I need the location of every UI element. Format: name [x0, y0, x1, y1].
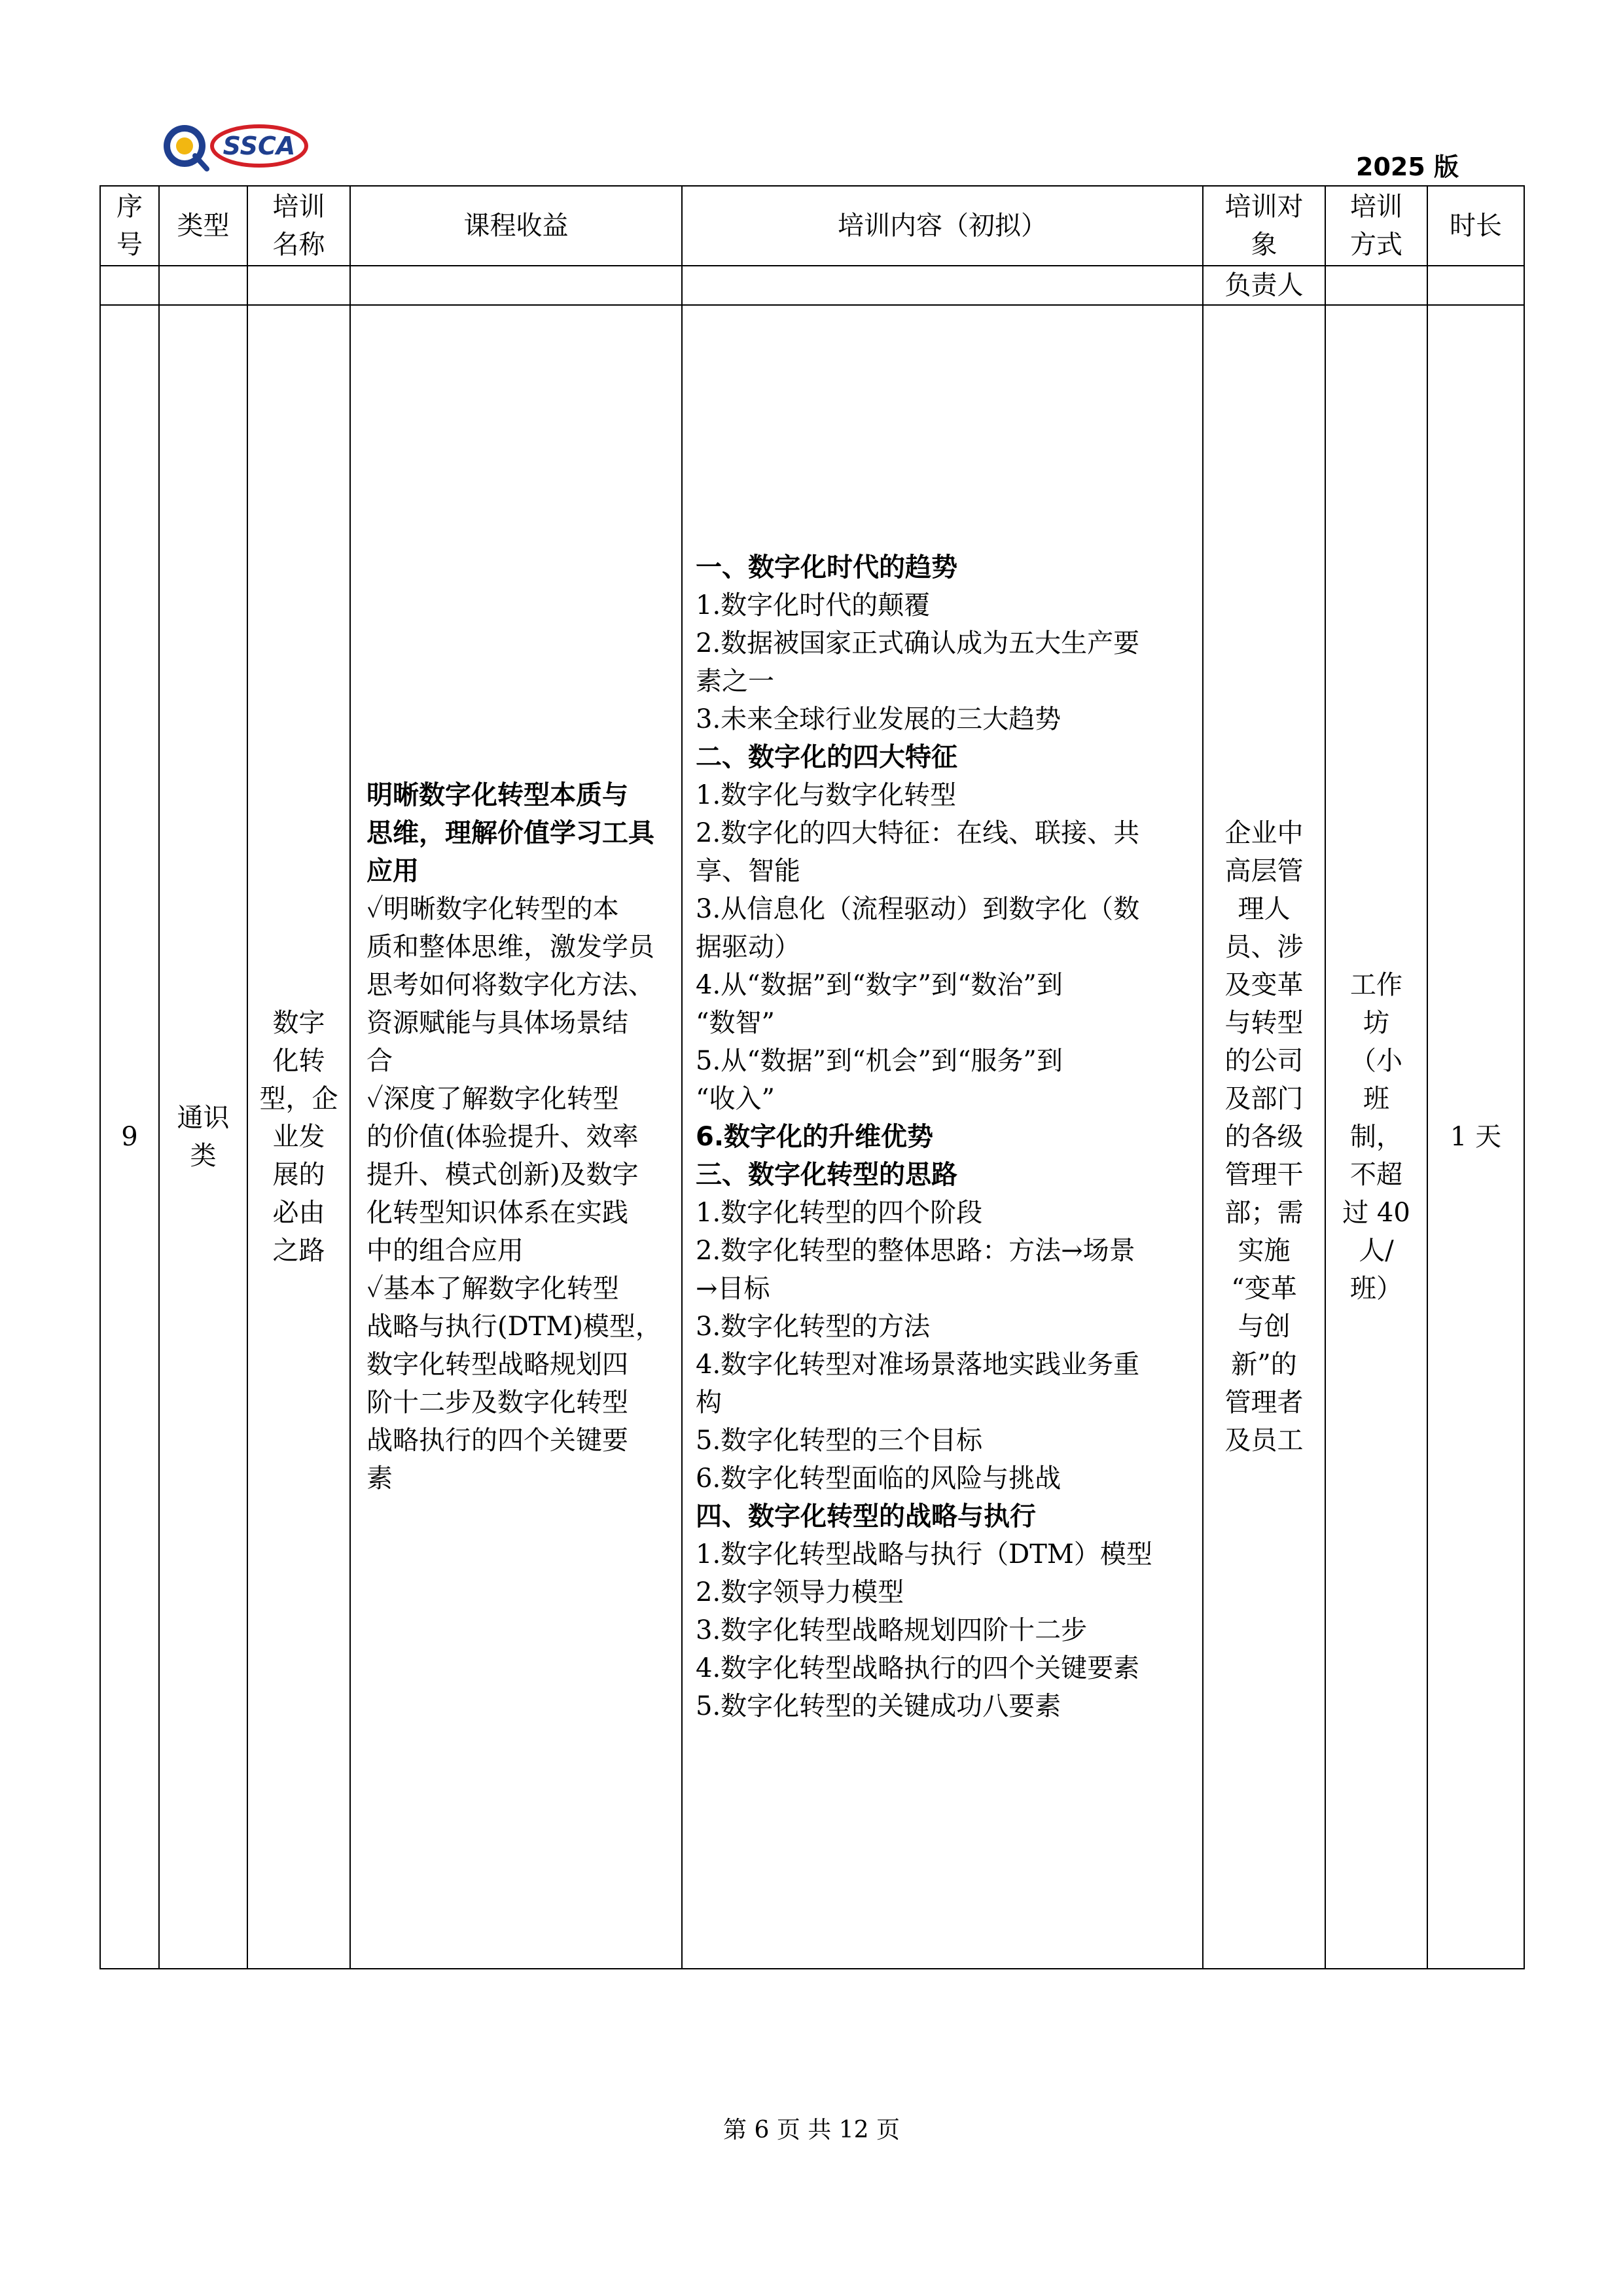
- header-row: [100, 186, 1524, 266]
- content-line: 4.从“数据”到“数字”到“数治”到: [696, 970, 1063, 1000]
- content-line: 2.数字领导力模型: [696, 1577, 904, 1607]
- row-number: 9: [100, 305, 159, 1969]
- version-label: 2025 版: [1356, 152, 1459, 181]
- content-line: 1.数字化时代的颠覆: [696, 590, 931, 620]
- content-line: 三、数字化转型的思路: [696, 1160, 957, 1190]
- col-audience-header: 培训对 象: [1203, 186, 1325, 266]
- row-type: 通识 类: [159, 305, 247, 1969]
- content-line: 6.数字化的升维优势: [696, 1122, 934, 1152]
- row-course-name: 数字 化转 型，企 业发 展的 必由 之路: [247, 305, 350, 1969]
- content-line: 享、智能: [696, 856, 800, 886]
- content-line: “数智”: [696, 1008, 775, 1038]
- content-line: 1.数字化与数字化转型: [696, 780, 957, 810]
- col-type-header: 类型: [159, 186, 247, 266]
- page-footer: 第 6 页 共 12 页: [723, 2117, 900, 2144]
- content-line: 2.数据被国家正式确认成为五大生产要: [696, 628, 1140, 658]
- col-name-header: 培训 名称: [247, 186, 350, 266]
- content-line: 2.数字化转型的整体思路：方法→场景: [696, 1236, 1135, 1266]
- ssca-logo: [156, 117, 313, 175]
- col-duration-header: 时长: [1427, 186, 1524, 266]
- col-method-header: 培训 方式: [1325, 186, 1427, 266]
- content-line: 1.数字化转型的四个阶段: [696, 1198, 983, 1228]
- course-table: [99, 185, 1525, 1969]
- content-line: 2.数字化的四大特征：在线、联接、共: [696, 818, 1140, 848]
- col-content-header: 培训内容（初拟）: [682, 186, 1203, 266]
- table-row: [100, 305, 1524, 1969]
- content-line: “收入”: [696, 1084, 775, 1114]
- content-line: 一、数字化时代的趋势: [696, 552, 957, 583]
- content-line: 5.数字化转型的三个目标: [696, 1426, 983, 1456]
- row-content: [682, 305, 1203, 1969]
- audience-tail: 负责人: [1203, 266, 1325, 305]
- content-line: 1.数字化转型战略与执行（DTM）模型: [696, 1539, 1152, 1570]
- row-audience: 企业中 高层管 理人 员、涉 及变革 与转型 的公司 及部门 的各级 管理干 部；需 实施 “变革 与创 新”的 管理者 及员工: [1203, 305, 1325, 1969]
- content-line: 5.从“数据”到“机会”到“服务”到: [696, 1046, 1063, 1076]
- content-line: 据驱动）: [696, 932, 800, 962]
- content-line: 3.未来全球行业发展的三大趋势: [696, 704, 1061, 734]
- svg-text:SSCA: SSCA: [223, 132, 296, 160]
- col-benefit-header: 课程收益: [350, 186, 682, 266]
- content-line: 构: [696, 1388, 722, 1418]
- content-line: 6.数字化转型面临的风险与挑战: [696, 1463, 1061, 1494]
- content-line: 素之一: [696, 666, 774, 696]
- content-line: 3.数字化转型战略规划四阶十二步: [696, 1615, 1088, 1645]
- content-line: 4.数字化转型对准场景落地实践业务重: [696, 1350, 1140, 1380]
- content-list: [696, 548, 1190, 1725]
- content-line: 4.数字化转型战略执行的四个关键要素: [696, 1653, 1140, 1683]
- content-line: 二、数字化的四大特征: [696, 742, 957, 772]
- content-line: 3.从信息化（流程驱动）到数字化（数: [696, 894, 1140, 924]
- content-line: →目标: [696, 1274, 770, 1304]
- content-line: 3.数字化转型的方法: [696, 1312, 931, 1342]
- content-line: 四、数字化转型的战略与执行: [696, 1501, 1036, 1532]
- row-method: 工作 坊（小 班制， 不超 过 40 人/ 班）: [1325, 305, 1427, 1969]
- col-number-header: 序 号: [100, 186, 159, 266]
- row-benefits: 明晰数字化转型本质与 思维，理解价值学习工具 应用 ✓明晰数字化转型的本 质和整体思维，激发学员 思考如何将数字化方法、 资源赋能与具体场景结 合 ✓深度了解数字化转型 的价值(体验提升、效率 提升、模式创新)及数字 化转型知识体系在实践 中的组合应用 ✓基本了解数字化转型 战略与执行(DTM)模型， 数字化转型战略规划四 阶十二步及数字化转型 战略执行的四个关键要 素: [350, 305, 682, 1969]
- continuation-row: [100, 266, 1524, 305]
- row-duration: 1 天: [1427, 305, 1524, 1969]
- content-line: 5.数字化转型的关键成功八要素: [696, 1691, 1061, 1721]
